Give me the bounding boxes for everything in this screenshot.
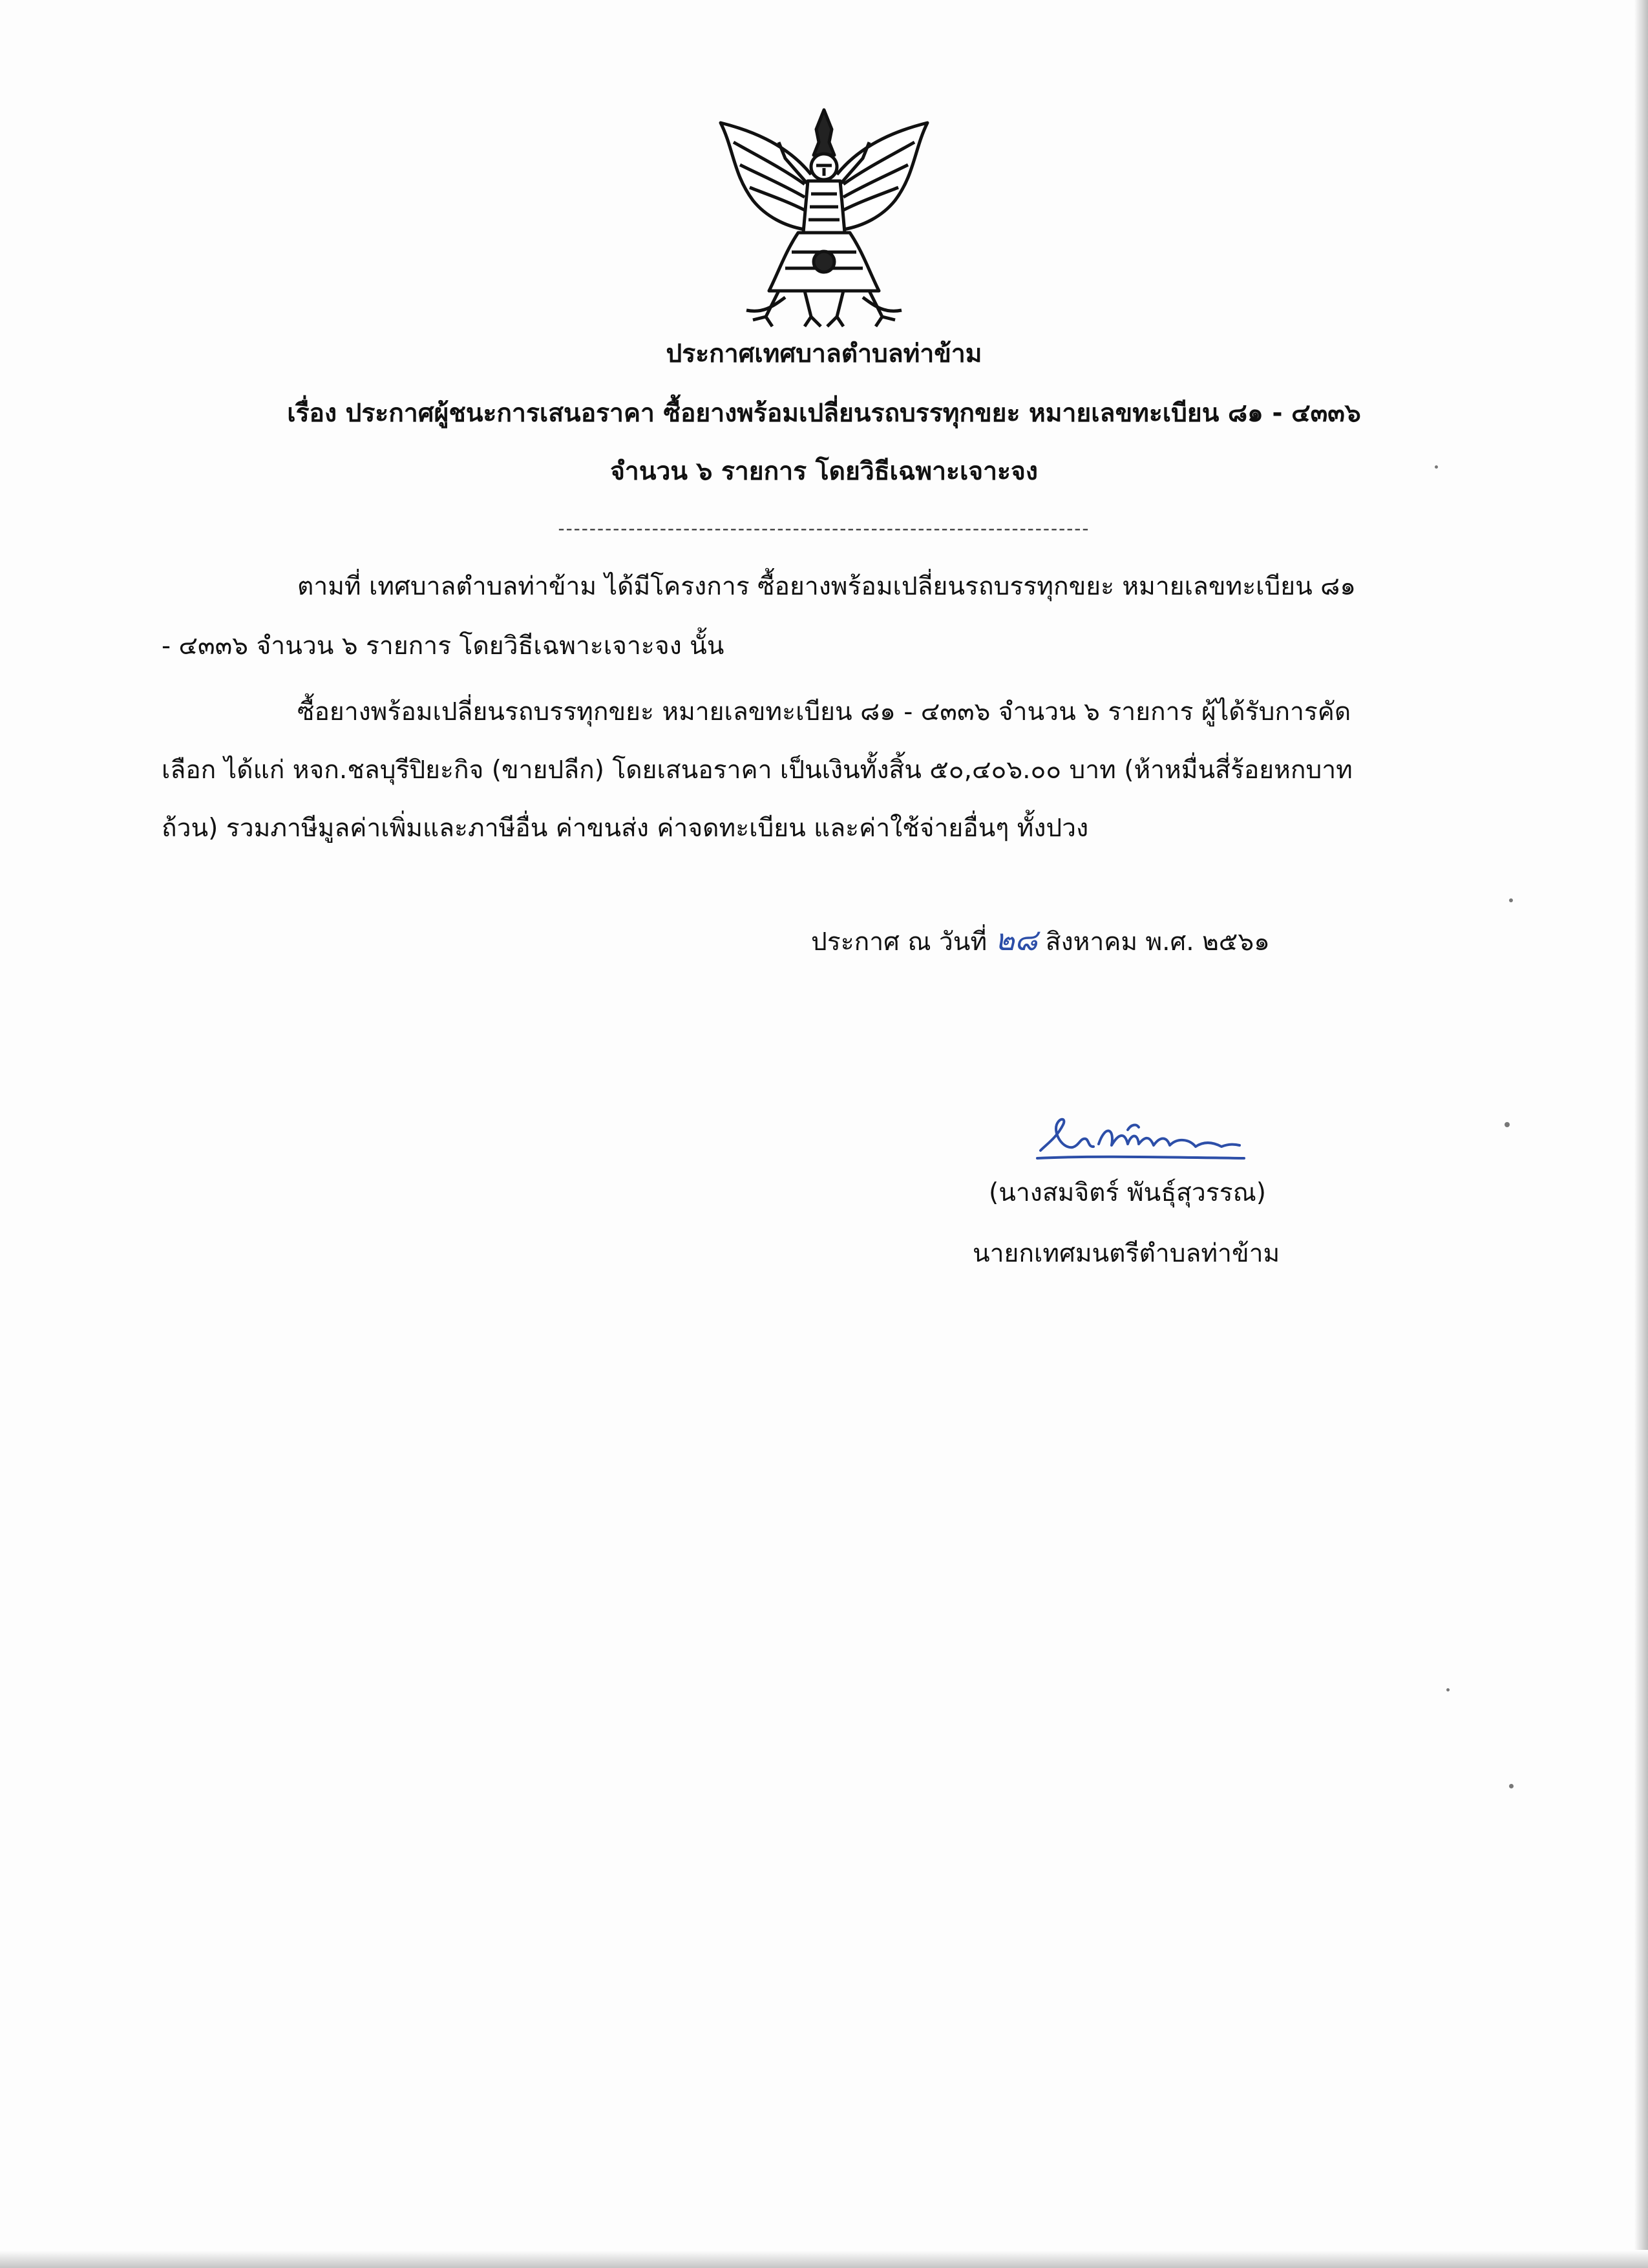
date-day-handwritten: ๒๘ — [995, 922, 1038, 957]
body-paragraph-1-line-2: - ๔๓๓๖ จำนวน ๖ รายการ โดยวิธีเฉพาะเจาะจง นั้น — [162, 631, 724, 661]
scan-speck — [1435, 465, 1438, 469]
body-paragraph-2-line-3: ถ้วน) รวมภาษีมูลค่าเพิ่มและภาษีอื่น ค่าขนส่ง ค่าจดทะเบียน และค่าใช้จ่ายอื่นๆ ทั้งปวง — [162, 814, 1089, 843]
body-paragraph-1-line-1: ตามที่ เทศบาลตำบลท่าข้าม ได้มีโครงการ ซื้อยางพร้อมเปลี่ยนรถบรรทุกขยะ หมายเลขทะเบียน ๘๑ — [297, 572, 1356, 601]
signatory-position: นายกเทศมนตรีตำบลท่าข้าม — [973, 1239, 1280, 1268]
scan-speck — [1509, 898, 1513, 902]
announcement-subject-continued: จำนวน ๖ รายการ โดยวิธีเฉพาะเจาะจง — [610, 457, 1038, 486]
announcement-date — [811, 922, 1270, 960]
announcement-subject: เรื่อง ประกาศผู้ชนะการเสนอราคา ซื้อยางพร้อมเปลี่ยนรถบรรทุกขยะ หมายเลขทะเบียน ๘๑ - ๔๓๓๖ — [287, 399, 1361, 428]
scan-edge-bottom — [0, 2250, 1648, 2268]
date-suffix: สิงหาคม พ.ศ. ๒๕๖๑ — [1045, 927, 1270, 957]
scan-edge-right — [1634, 0, 1648, 2268]
signatory-name: (นางสมจิตร์ พันธุ์สุวรรณ) — [989, 1178, 1267, 1207]
handwritten-signature — [1034, 1099, 1247, 1170]
body-paragraph-2-line-1: ซื้อยางพร้อมเปลี่ยนรถบรรทุกขยะ หมายเลขทะเบียน ๘๑ - ๔๓๓๖ จำนวน ๖ รายการ ผู้ได้รับการคัด — [297, 697, 1351, 726]
body-paragraph-2-line-2: เลือก ได้แก่ หจก.ชลบุรีปิยะกิจ (ขายปลีก) โดยเสนอราคา เป็นเงินทั้งสิ้น ๕๐,๔๐๖.๐๐ บาท (ห้าหมื่นสี่ร้อยหกบาท — [162, 756, 1353, 785]
scan-speck — [1505, 1122, 1510, 1127]
scan-speck — [1446, 1688, 1450, 1691]
separator-line: -------------------------------------------------------------------- — [558, 518, 1090, 539]
date-prefix: ประกาศ ณ วันที่ — [811, 927, 988, 957]
announcement-title: ประกาศเทศบาลตำบลท่าข้าม — [666, 339, 982, 368]
scan-speck — [1509, 1784, 1514, 1788]
garuda-emblem-icon — [708, 103, 940, 336]
